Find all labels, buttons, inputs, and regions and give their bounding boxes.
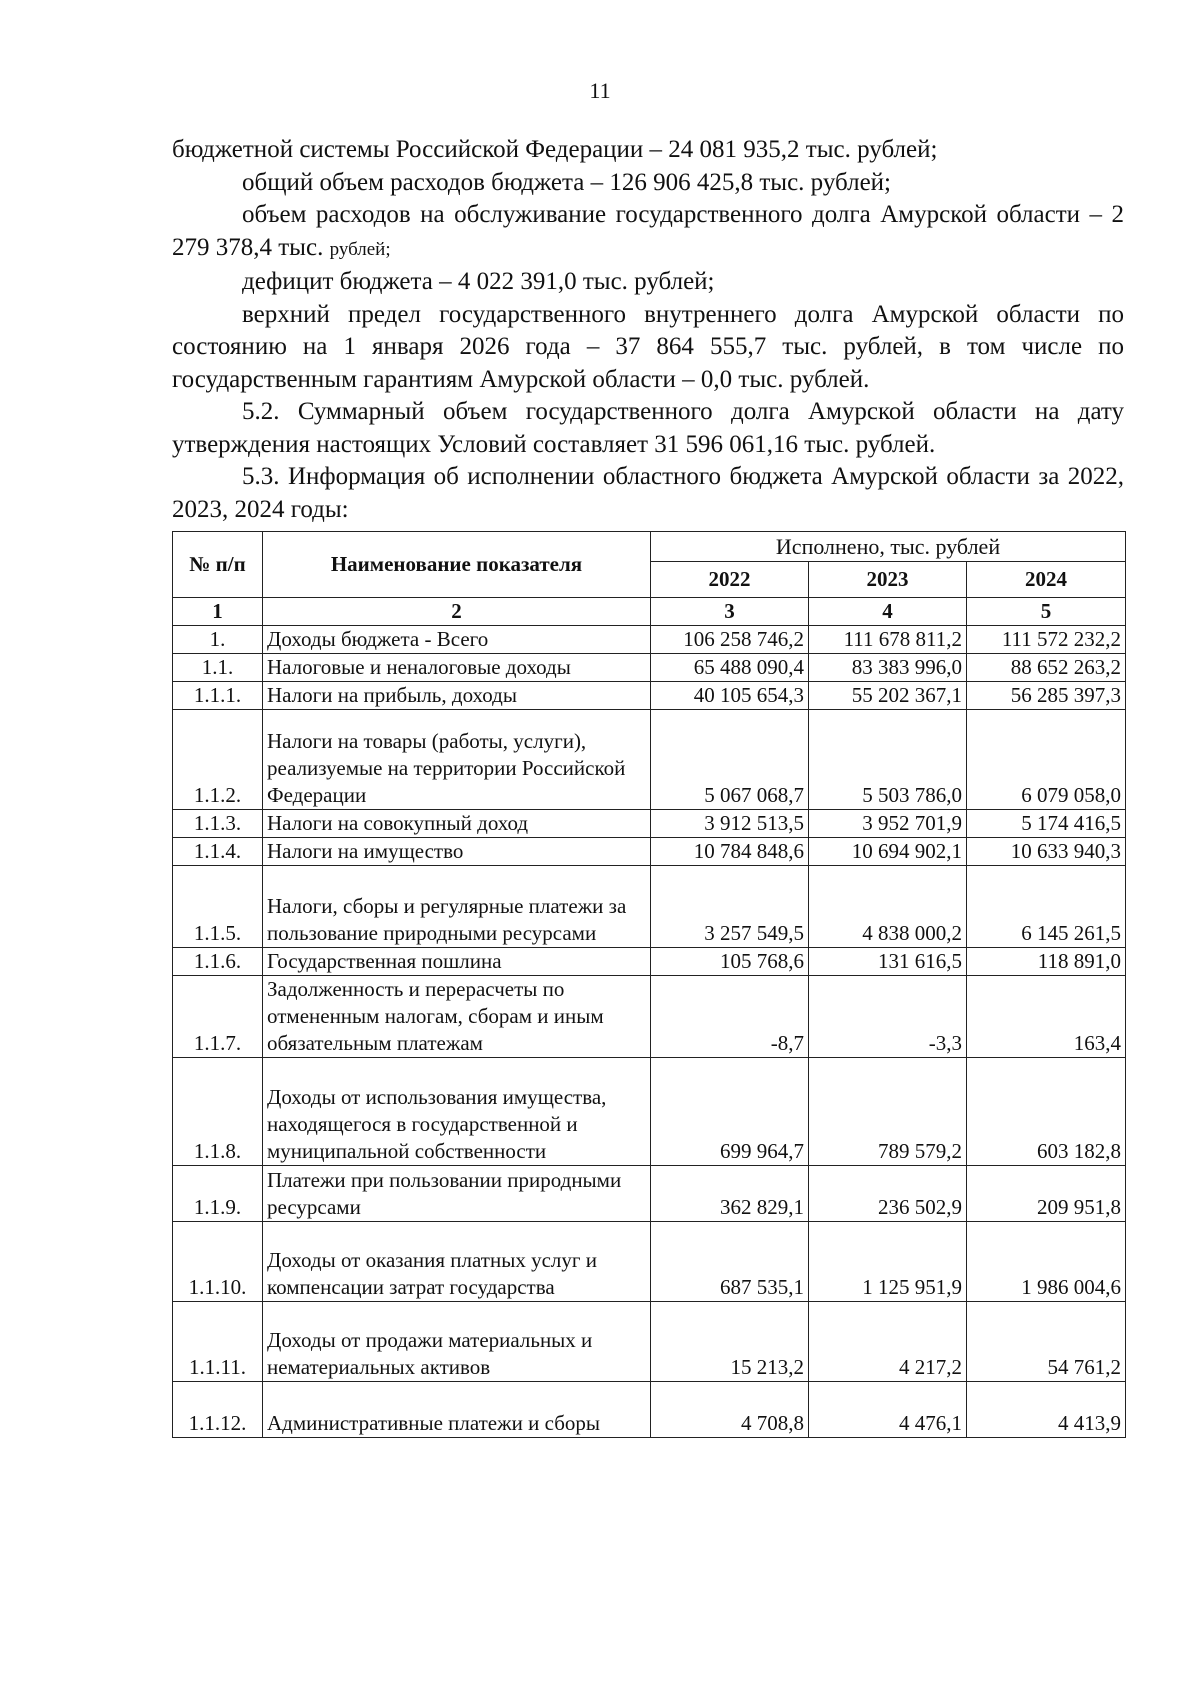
row-value-2023: 5 503 786,0 <box>809 710 967 810</box>
row-value-2024: 88 652 263,2 <box>967 654 1126 682</box>
table-row <box>173 866 1126 948</box>
row-number: 1.1.3. <box>173 810 263 838</box>
row-number: 1.1.5. <box>173 866 263 948</box>
row-number: 1.1.2. <box>173 710 263 810</box>
row-number: 1.1.7. <box>173 976 263 1058</box>
row-value-2023: 3 952 701,9 <box>809 810 967 838</box>
table-row <box>173 948 1126 976</box>
row-value-2023: 1 125 951,9 <box>809 1222 967 1302</box>
column-number: 5 <box>967 598 1126 626</box>
row-value-2023: 111 678 811,2 <box>809 626 967 654</box>
table-row <box>173 976 1126 1058</box>
row-value-2022: 10 784 848,6 <box>651 838 809 866</box>
column-number: 1 <box>173 598 263 626</box>
row-indicator-name: Налоговые и неналоговые доходы <box>263 654 651 682</box>
table-row <box>173 1222 1126 1302</box>
row-indicator-name: Задолженность и перерасчеты по отмененным налогам, сборам и иным обязательным платежам <box>263 976 651 1058</box>
row-number: 1.1.11. <box>173 1302 263 1382</box>
row-value-2024: 5 174 416,5 <box>967 810 1126 838</box>
row-value-2023: 236 502,9 <box>809 1166 967 1222</box>
row-indicator-name: Доходы от оказания платных услуг и компенсации затрат государства <box>263 1222 651 1302</box>
table-row <box>173 682 1126 710</box>
row-number: 1.1.10. <box>173 1222 263 1302</box>
paragraph-5-3: 5.3. Информация об исполнении областного бюджета Амурской области за 2022, 2023, 2024 годы: <box>172 463 1124 523</box>
table-row <box>173 1302 1126 1382</box>
row-indicator-name: Налоги на имущество <box>263 838 651 866</box>
column-number: 3 <box>651 598 809 626</box>
row-value-2023: 4 838 000,2 <box>809 866 967 948</box>
column-number: 4 <box>809 598 967 626</box>
row-number: 1.1.6. <box>173 948 263 976</box>
row-value-2022: 687 535,1 <box>651 1222 809 1302</box>
row-value-2022: 106 258 746,2 <box>651 626 809 654</box>
header-num: № п/п <box>173 532 263 598</box>
paragraph-revenue-transfers: бюджетной системы Российской Федерации – 24 081 935,2 тыс. рублей; <box>172 136 938 163</box>
row-value-2023: 789 579,2 <box>809 1058 967 1166</box>
row-indicator-name: Государственная пошлина <box>263 948 651 976</box>
header-year-2024: 2024 <box>967 562 1126 598</box>
row-number: 1.1.1. <box>173 682 263 710</box>
row-indicator-name: Доходы бюджета - Всего <box>263 626 651 654</box>
row-value-2024: 6 079 058,0 <box>967 710 1126 810</box>
row-value-2023: -3,3 <box>809 976 967 1058</box>
row-value-2022: 362 829,1 <box>651 1166 809 1222</box>
header-year-2022: 2022 <box>651 562 809 598</box>
row-value-2024: 118 891,0 <box>967 948 1126 976</box>
row-value-2023: 4 217,2 <box>809 1302 967 1382</box>
row-value-2022: 105 768,6 <box>651 948 809 976</box>
row-indicator-name: Административные платежи и сборы <box>263 1382 651 1438</box>
body-text <box>172 134 1124 526</box>
budget-execution-table <box>172 531 1126 1438</box>
row-indicator-name: Налоги на совокупный доход <box>263 810 651 838</box>
row-value-2024: 4 413,9 <box>967 1382 1126 1438</box>
row-number: 1.1.4. <box>173 838 263 866</box>
table-row <box>173 1382 1126 1438</box>
table-row <box>173 654 1126 682</box>
row-value-2022: 3 257 549,5 <box>651 866 809 948</box>
row-indicator-name: Налоги на прибыль, доходы <box>263 682 651 710</box>
paragraph-debt-limit: верхний предел государственного внутреннего долга Амурской области по состоянию на 1 января 2026 года – 37 864 555,7 тыс. рублей, в том числе по государственным гарантиям Амурской области – 0,0 тыс. рублей. <box>172 300 1124 393</box>
table-row <box>173 710 1126 810</box>
row-value-2024: 56 285 397,3 <box>967 682 1126 710</box>
paragraph-5-2: 5.2. Суммарный объем государственного долга Амурской области на дату утверждения настоящих Условий составляет 31 596 061,16 тыс. рублей. <box>172 398 1124 458</box>
table-row <box>173 1058 1126 1166</box>
table-row <box>173 1166 1126 1222</box>
table-row <box>173 626 1126 654</box>
row-value-2024: 163,4 <box>967 976 1126 1058</box>
row-value-2022: 5 067 068,7 <box>651 710 809 810</box>
row-value-2022: 3 912 513,5 <box>651 810 809 838</box>
header-name: Наименование показателя <box>263 532 651 598</box>
row-number: 1.1.8. <box>173 1058 263 1166</box>
row-indicator-name: Доходы от использования имущества, находящегося в государственной и муниципальной собственности <box>263 1058 651 1166</box>
table-row <box>173 838 1126 866</box>
column-numbers-row <box>173 598 1126 626</box>
row-value-2023: 131 616,5 <box>809 948 967 976</box>
row-value-2023: 55 202 367,1 <box>809 682 967 710</box>
debt-service-text: объем расходов на обслуживание государственного долга Амурской области – 2 279 378,4 тыс. <box>172 201 1124 261</box>
table-row <box>173 810 1126 838</box>
paragraph-debt-service <box>172 199 1124 266</box>
row-value-2022: -8,7 <box>651 976 809 1058</box>
row-value-2022: 65 488 090,4 <box>651 654 809 682</box>
row-value-2023: 4 476,1 <box>809 1382 967 1438</box>
header-executed: Исполнено, тыс. рублей <box>651 532 1126 562</box>
row-indicator-name: Доходы от продажи материальных и нематериальных активов <box>263 1302 651 1382</box>
row-number: 1. <box>173 626 263 654</box>
row-value-2022: 15 213,2 <box>651 1302 809 1382</box>
row-value-2023: 10 694 902,1 <box>809 838 967 866</box>
row-indicator-name: Налоги на товары (работы, услуги), реализуемые на территории Российской Федерации <box>263 710 651 810</box>
row-value-2024: 54 761,2 <box>967 1302 1126 1382</box>
debt-service-unit: рублей; <box>329 238 391 260</box>
row-indicator-name: Налоги, сборы и регулярные платежи за пользование природными ресурсами <box>263 866 651 948</box>
row-value-2024: 6 145 261,5 <box>967 866 1126 948</box>
row-value-2024: 1 986 004,6 <box>967 1222 1126 1302</box>
row-value-2024: 10 633 940,3 <box>967 838 1126 866</box>
paragraph-deficit: дефицит бюджета – 4 022 391,0 тыс. рублей; <box>242 268 715 295</box>
row-value-2024: 603 182,8 <box>967 1058 1126 1166</box>
paragraph-total-expenses: общий объем расходов бюджета – 126 906 425,8 тыс. рублей; <box>242 168 891 196</box>
header-year-2023: 2023 <box>809 562 967 598</box>
row-value-2023: 83 383 996,0 <box>809 654 967 682</box>
row-value-2022: 4 708,8 <box>651 1382 809 1438</box>
column-number: 2 <box>263 598 651 626</box>
page-number: 11 <box>589 78 611 103</box>
row-number: 1.1.9. <box>173 1166 263 1222</box>
row-number: 1.1. <box>173 654 263 682</box>
row-value-2024: 209 951,8 <box>967 1166 1126 1222</box>
row-indicator-name: Платежи при пользовании природными ресурсами <box>263 1166 651 1222</box>
row-number: 1.1.12. <box>173 1382 263 1438</box>
row-value-2022: 699 964,7 <box>651 1058 809 1166</box>
row-value-2022: 40 105 654,3 <box>651 682 809 710</box>
row-value-2024: 111 572 232,2 <box>967 626 1126 654</box>
